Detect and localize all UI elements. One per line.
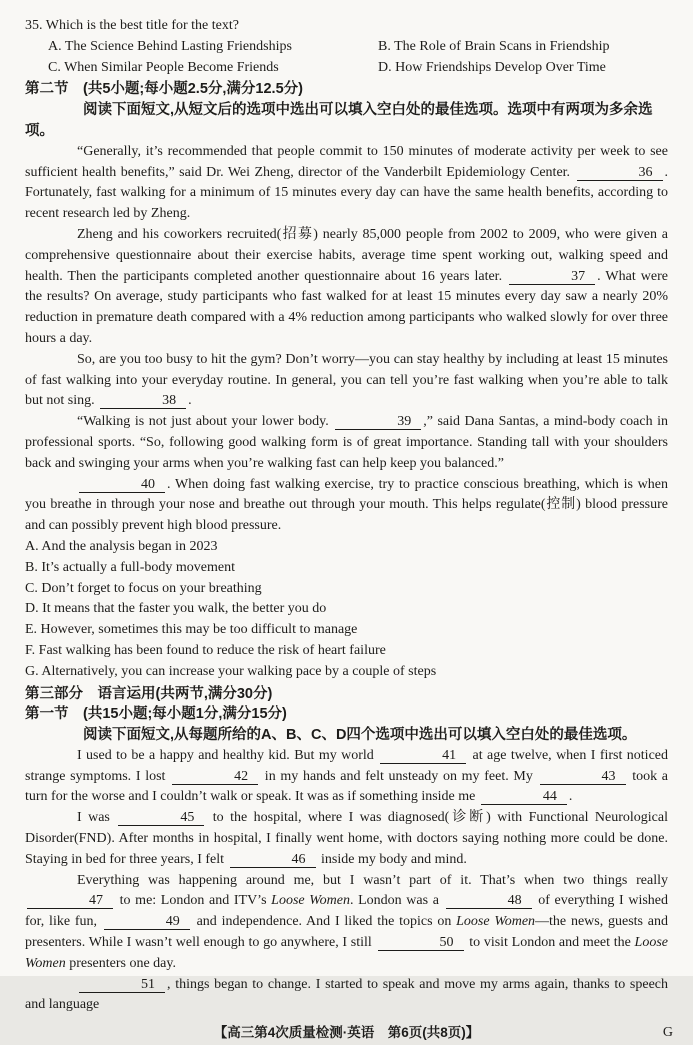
question-35-options (25, 37, 668, 79)
cloze-paragraph-51: 51 , things began to change. I started to speak and move my arms again, thanks to speech and language (25, 976, 668, 1013)
italic-title: Loose Women (456, 914, 536, 930)
section2-heading: 第二节 (共5小题;每小题2.5分,满分12.5分) (25, 81, 303, 98)
italic-title: Loose Women (271, 893, 350, 909)
passage-paragraph-36: “Generally, it’s recommended that people commit to 150 minutes of moderate activity per week to see sufficient health benefits,” said Dr. Wei Zheng, director of the Vanderbilt Epidemiology Center. 36 . Fortunately, fast walking for a minimum of 15 minutes every day can have the same health benefits, according to recent research led by Zheng. (25, 143, 668, 222)
section2-choice-list (25, 537, 668, 683)
passage-paragraph-38: So, are you too busy to hit the gym? Don’t worry—you can stay healthy by including at least 15 minutes of fast walking into your everyday routine. In general, you can tell you’re fast walking when you’re able to talk but not sing. 38 . (25, 351, 668, 409)
blank-43: 43 (540, 769, 626, 785)
blank-41: 41 (380, 748, 466, 764)
section3-instruction: 阅读下面短文,从每题所给的A、B、C、D四个选项中选出可以填入空白处的最佳选项。 (83, 727, 637, 744)
blank-49: 49 (104, 914, 190, 930)
blank-37: 37 (509, 269, 595, 285)
question-35-stem: 35. Which is the best title for the text? (25, 18, 239, 33)
blank-42: 42 (172, 769, 258, 785)
footer-title: 【高三第4次质量检测·英语 第6页(共8页)】 (213, 1025, 480, 1041)
question-35-option-c: C. When Similar People Become Friends (48, 59, 279, 75)
page-footer (25, 1023, 673, 1045)
blank-38: 38 (100, 393, 186, 409)
blank-48: 48 (446, 893, 532, 909)
footer-page-letter: G (662, 1025, 673, 1041)
choice-a: A. And the analysis began in 2023 (25, 538, 218, 554)
cloze-paragraph-41-44: I used to be a happy and healthy kid. But my world 41 at age twelve, when I first noticed strange symptoms. I lost 42 in my hands and felt unsteady on my feet. My 43 took a turn for the worse and I couldn’t walk or speak. It was as if something inside me 44 . (25, 747, 668, 805)
blank-40: 40 (79, 477, 165, 493)
blank-39: 39 (335, 414, 421, 430)
choice-d: D. It means that the faster you walk, the better you do (25, 601, 327, 617)
section3-heading: 第三部分 语言运用(共两节,满分30分) (25, 685, 273, 702)
choice-c: C. Don’t forget to focus on your breathing (25, 580, 262, 596)
passage-paragraph-37: Zheng and his coworkers recruited(招募) nearly 85,000 people from 2002 to 2009, who were given a comprehensive questionnaire about their exercise habits, average time spent working out, walking speed and health. Then the participants completed another questionnaire about 16 years later. 37 . What were the results? On average, study participants who fast walked for at least 15 minutes every day saw a nearly 20% reduction in premature death compared with a 4% reduction among participants who walked slowly for over three hours a day. (25, 226, 668, 346)
section3-subheading: 第一节 (共15小题;每小题1分,满分15分) (25, 706, 287, 723)
section2-instruction: 阅读下面短文,从短文后的选项中选出可以填入空白处的最佳选项。选项中有两项为多余选项。 (25, 102, 653, 139)
question-35-option-a: A. The Science Behind Lasting Friendships (48, 38, 292, 54)
choice-g: G. Alternatively, you can increase your walking pace by a couple of steps (25, 663, 437, 679)
blank-46: 46 (230, 852, 316, 868)
blank-50: 50 (378, 935, 464, 951)
blank-51: 51 (79, 977, 165, 993)
choice-f: F. Fast walking has been found to reduce the risk of heart failure (25, 642, 386, 658)
passage-paragraph-40: 40 . When doing fast walking exercise, try to practice conscious breathing, which is when you breathe in through your nose and breathe out through your mouth. This helps regulate(控制) blood pressure and can possibly prevent high blood pressure. (25, 476, 668, 534)
blank-47: 47 (27, 893, 113, 909)
passage-paragraph-39: “Walking is not just about your lower body. 39 ,” said Dana Santas, a mind-body coach in professional sports. “So, following good walking form is of great importance. Standing tall with your shoulders back and swinging your arms when you’re walking fast can help keep you balanced.” (25, 414, 668, 471)
blank-45: 45 (118, 810, 204, 826)
cloze-paragraph-47-50: Everything was happening around me, but I wasn’t part of it. That’s when two things really 47 to me: London and ITV’s Loose Women. London was a 48 of everything I wished for, like fun, 49 and independence. And I liked the topics on Loose Women—the news, guests and presenters. While I wasn’t well enough to go anywhere, I still 50 to visit London and meet the Loose Women presenters one day. (25, 872, 669, 971)
blank-44: 44 (481, 789, 567, 805)
blank-36: 36 (577, 165, 663, 181)
italic-title: Loose Women (25, 935, 668, 971)
question-35-option-d: D. How Friendships Develop Over Time (378, 59, 606, 75)
cloze-paragraph-45-46: I was 45 to the hospital, where I was diagnosed(诊断) with Functional Neurological Disorder(FND). After months in hospital, I finally went home, with doctors saying nothing more could be done. Staying in bed for three years, I felt 46 inside my body and mind. (25, 810, 669, 867)
choice-b: B. It’s actually a full-body movement (25, 559, 235, 575)
choice-e: E. However, sometimes this may be too difficult to manage (25, 622, 358, 638)
question-35-option-b: B. The Role of Brain Scans in Friendship (378, 38, 610, 54)
